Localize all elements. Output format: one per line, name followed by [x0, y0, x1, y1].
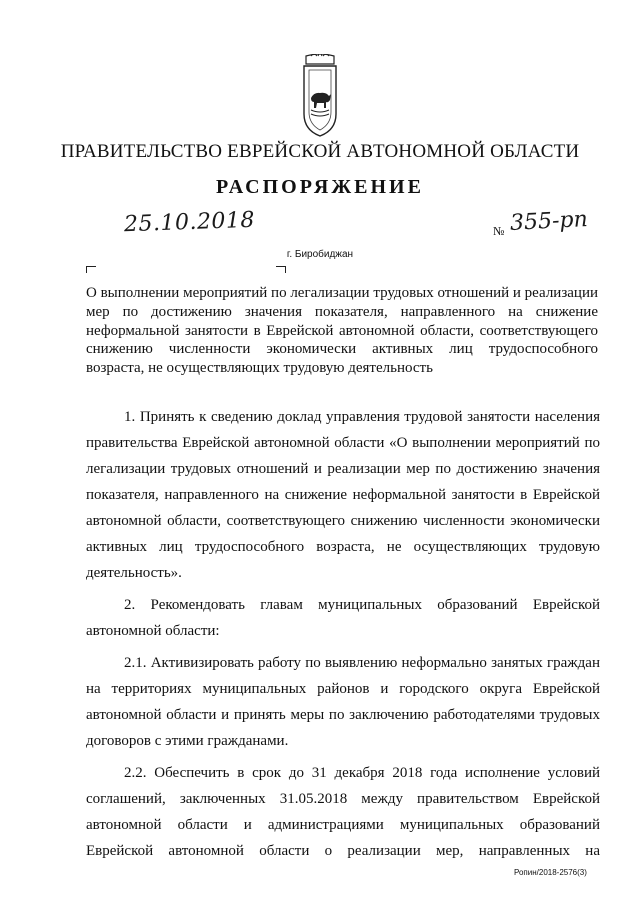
paragraph-1: 1. Принять к сведению доклад управления трудовой занятости населения правительства Еврейской автономной области «О выполнении мероприятий по легализации трудовых отношений и реализации мер по достижению значения показателя, направленного на снижение неформальной занятости в Еврейской автономной области, соответствующего снижению численности экономически активных лиц трудоспособного возраста, не осуществляющих трудовую деятельность». — [86, 409, 600, 581]
subject-bracket-left — [86, 266, 96, 273]
handwritten-date: 25.10.2018 — [123, 207, 256, 238]
handwritten-document-number: 355-рп — [509, 206, 589, 237]
number-label: № — [493, 224, 505, 238]
document-subject: О выполнении мероприятий по легализации трудовых отношений и реализации мер по достижению значения показателя, направленного на снижение неформальной занятости в Еврейской автономной области, соответствующего снижению численности экономически активных лиц трудоспособного возраста, не осуществляющих трудовую деятельность — [86, 285, 598, 377]
coat-of-arms-icon — [302, 54, 338, 138]
document-registration-code: Ропин/2018-2576(3) — [514, 868, 587, 877]
paragraph-2: 2. Рекомендовать главам муниципальных образований Еврейской автономной области: — [86, 597, 600, 639]
document-body — [86, 404, 600, 870]
paragraph-2-2: 2.2. Обеспечить в срок до 31 декабря 2018 года исполнение условий соглашений, заключенных 31.05.2018 между правительством Еврейской автономной области и администрациями муниципальных образований Еврейской автономной области о реализации мер, направленных на — [86, 765, 600, 859]
document-type-title: РАСПОРЯЖЕНИЕ — [216, 176, 424, 198]
city-name: г. Биробиджан — [286, 249, 354, 260]
paragraph-2-1: 2.1. Активизировать работу по выявлению неформально занятых граждан на территориях муниципальных районов и городского округа Еврейской автономной области и принять меры по заключению работодателями трудовых договоров с этими гражданами. — [86, 655, 600, 749]
government-name: ПРАВИТЕЛЬСТВО ЕВРЕЙСКОЙ АВТОНОМНОЙ ОБЛАСТИ — [60, 141, 580, 162]
subject-bracket-right — [276, 266, 286, 273]
